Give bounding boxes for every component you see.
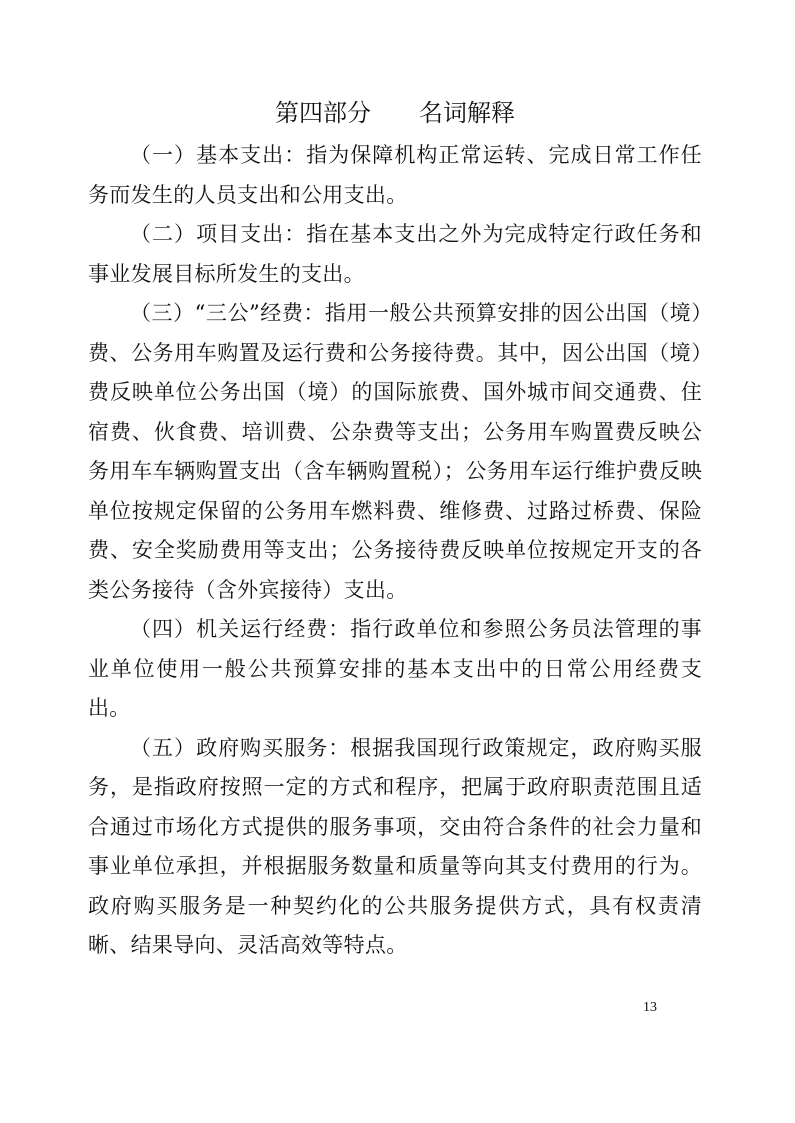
- paragraph-government-procurement-services: （五）政府购买服务：根据我国现行政策规定，政府购买服务，是指政府按照一定的方式和程序，把属于政府职责范围且适合通过市场化方式提供的服务事项，交由符合条件的社会力量和事业单位承担，并根据服务数量和质量等向其支付费用的行为。政府购买服务是一种契约化的公共服务提供方式，具有权责清晰、结果导向、灵活高效等特点。: [88, 735, 702, 957]
- paragraph-basic-expenditure: （一）基本支出：指为保障机构正常运转、完成日常工作任务而发生的人员支出和公用支出。: [88, 143, 702, 207]
- page-number: 13: [643, 1000, 657, 1015]
- paragraph-project-expenditure: （二）项目支出：指在基本支出之外为完成特定行政任务和事业发展目标所发生的支出。: [88, 222, 702, 286]
- section-title: 第四部分 名词解释: [275, 99, 515, 127]
- paragraph-agency-operating-expenses: （四）机关运行经费：指行政单位和参照公务员法管理的事业单位使用一般公共预算安排的基本支出中的日常公用经费支出。: [88, 617, 702, 720]
- paragraph-three-public-expenses: （三）“三公”经费：指用一般公共预算安排的因公出国（境）费、公务用车购置及运行费和公务接待费。其中，因公出国（境）费反映单位公务出国（境）的国际旅费、国外城市间交通费、住宿费、伙食费、培训费、公杂费等支出；公务用车购置费反映公务用车车辆购置支出（含车辆购置税）；公务用车运行维护费反映单位按规定保留的公务用车燃料费、维修费、过路过桥费、保险费、安全奖励费用等支出；公务接待费反映单位按规定开支的各类公务接待（含外宾接待）支出。: [88, 301, 702, 602]
- document-page: [88, 96, 702, 966]
